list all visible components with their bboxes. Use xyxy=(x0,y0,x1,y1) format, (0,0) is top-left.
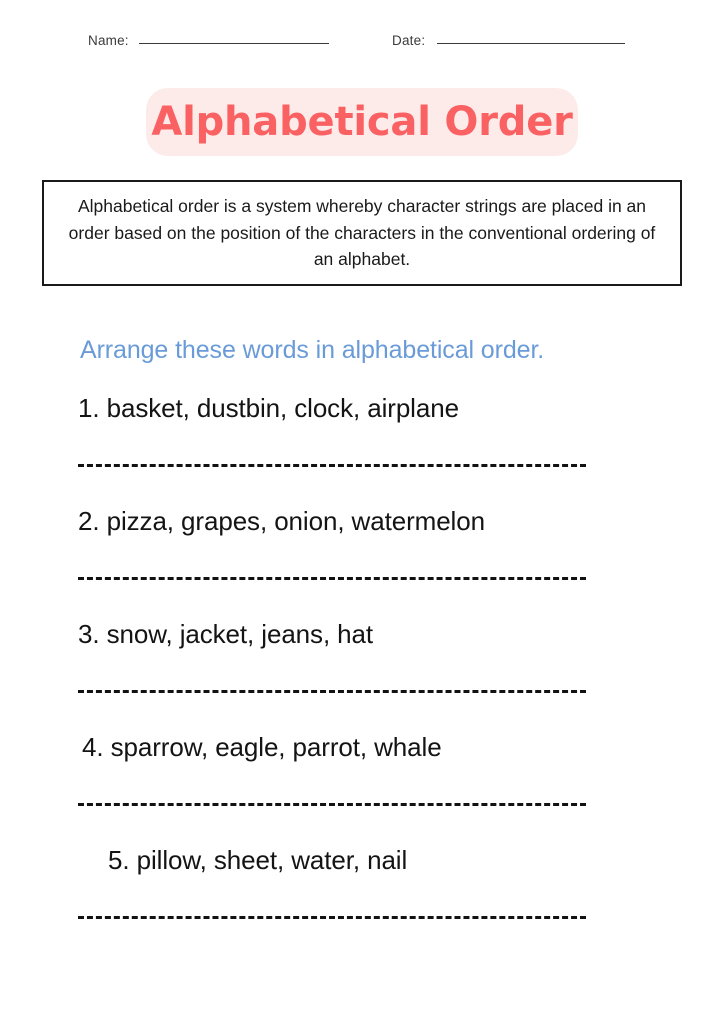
question-text-2: 2. pizza, grapes, onion, watermelon xyxy=(78,506,485,536)
title-banner xyxy=(146,88,578,156)
question-item-4 xyxy=(0,731,724,844)
date-input-rule[interactable] xyxy=(437,43,625,44)
answer-line-1[interactable] xyxy=(78,464,586,467)
name-label: Name: xyxy=(88,33,129,48)
instruction-text: Arrange these words in alphabetical order. xyxy=(80,336,545,364)
question-text-4: 4. sparrow, eagle, parrot, whale xyxy=(82,732,442,762)
answer-line-3[interactable] xyxy=(78,690,586,693)
definition-text: Alphabetical order is a system whereby character strings are placed in an order based on the position of the characters in the conventional ordering of an alphabet. xyxy=(68,196,656,270)
question-item-3 xyxy=(0,618,724,731)
question-item-2 xyxy=(0,505,724,618)
answer-line-4[interactable] xyxy=(78,803,586,806)
answer-line-5[interactable] xyxy=(78,916,586,919)
question-text-5: 5. pillow, sheet, water, nail xyxy=(108,845,408,875)
question-item-1 xyxy=(0,392,724,505)
date-field xyxy=(392,33,625,59)
page-title: Alphabetical Order xyxy=(151,99,573,145)
question-text-1: 1. basket, dustbin, clock, airplane xyxy=(78,393,459,423)
date-label: Date: xyxy=(392,33,426,48)
definition-box xyxy=(42,180,682,286)
question-item-5 xyxy=(0,844,724,957)
name-input-rule[interactable] xyxy=(139,43,329,44)
worksheet-meta-row xyxy=(0,33,724,59)
question-text-3: 3. snow, jacket, jeans, hat xyxy=(78,619,374,649)
name-field xyxy=(88,33,329,59)
answer-line-2[interactable] xyxy=(78,577,586,580)
questions-list xyxy=(0,392,724,957)
